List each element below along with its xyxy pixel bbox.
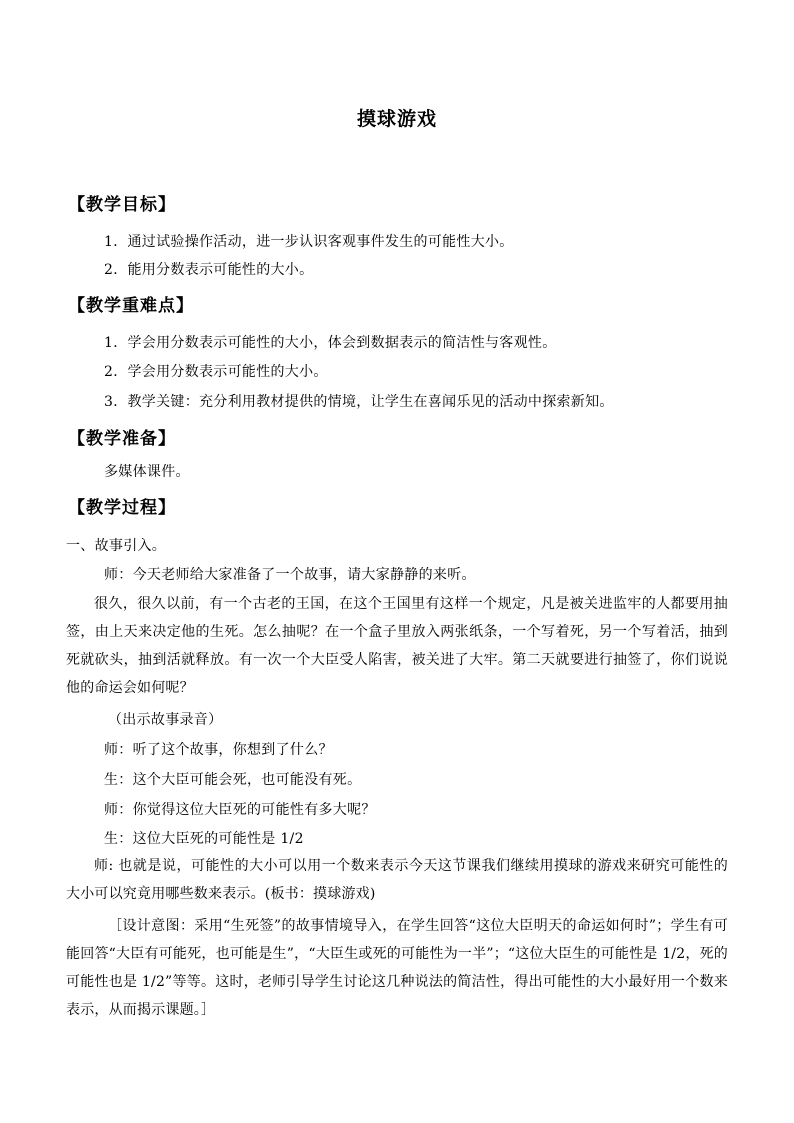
key-point-item-1: 1．学会用分数表示可能性的大小，体会到数据表示的简洁性与客观性。 [104,335,557,351]
student-answer-1: 生：这个大臣可能会死，也可能没有死。 [104,772,362,788]
teacher-question-1: 师：听了这个故事，你想到了什么？ [104,742,333,758]
preparation-text: 多媒体课件。 [104,464,190,480]
teacher-summary-paragraph: 师: 也就是说，可能性的大小可以用一个数来表示今天这节课我们继续用摸球的游戏来研究可能性的大小可以究竟用哪些数来表示。(板书：摸球游戏) [66,858,728,902]
goal-item-2: 2．能用分数表示可能性的大小。 [104,262,314,278]
goal-item-1: 1．通过试验操作活动，进一步认识客观事件发生的可能性大小。 [104,234,514,250]
heading-key-points: 【教学重难点】 [68,296,194,316]
student-answer-2: 生：这位大臣死的可能性是 1/2 [104,831,304,847]
key-point-item-2: 2．学会用分数表示可能性的大小。 [104,364,328,380]
heading-preparation: 【教学准备】 [68,429,176,449]
heading-process: 【教学过程】 [68,498,176,518]
key-point-item-3: 3．教学关键：充分利用教材提供的情境，让学生在喜闻乐见的活动中探索新知。 [104,394,614,410]
teacher-line-intro: 师：今天老师给大家准备了一个故事，请大家静静的来听。 [104,567,476,583]
story-recording-note: （出示故事录音） [108,712,223,728]
section-heading-story: 一、故事引入。 [66,538,167,554]
heading-goals: 【教学目标】 [68,195,176,215]
page-title: 摸球游戏 [356,108,437,130]
design-intent-paragraph: ［设计意图：采用“生死签”的故事情境导入，在学生回答“这位大臣明天的命运如何时”；学生有可能回答“大臣有可能死，也可能是生”，“大臣生或死的可能性为一半”；“这位大臣生的可能性是 1/2，死的可能性也是 1/2”等等。这时，老师引导学生讨论这几种说法的简洁性，得出可能性的大小最好用一个数来表示，从而揭示课题。］ [66,918,728,1018]
teacher-question-2: 师：你觉得这位大臣死的可能性有多大呢？ [104,802,376,818]
story-paragraph: 很久，很久以前，有一个古老的王国，在这个王国里有这样一个规定，凡是被关进监牢的人都要用抽签，由上天来决定他的生死。怎么抽呢？在一个盒子里放入两张纸条，一个写着死，另一个写着活，抽到死就砍头，抽到活就释放。有一次一个大臣受人陷害，被关进了大牢。第二天就要进行抽签了，你们说说他的命运会如何呢？ [66,596,728,696]
